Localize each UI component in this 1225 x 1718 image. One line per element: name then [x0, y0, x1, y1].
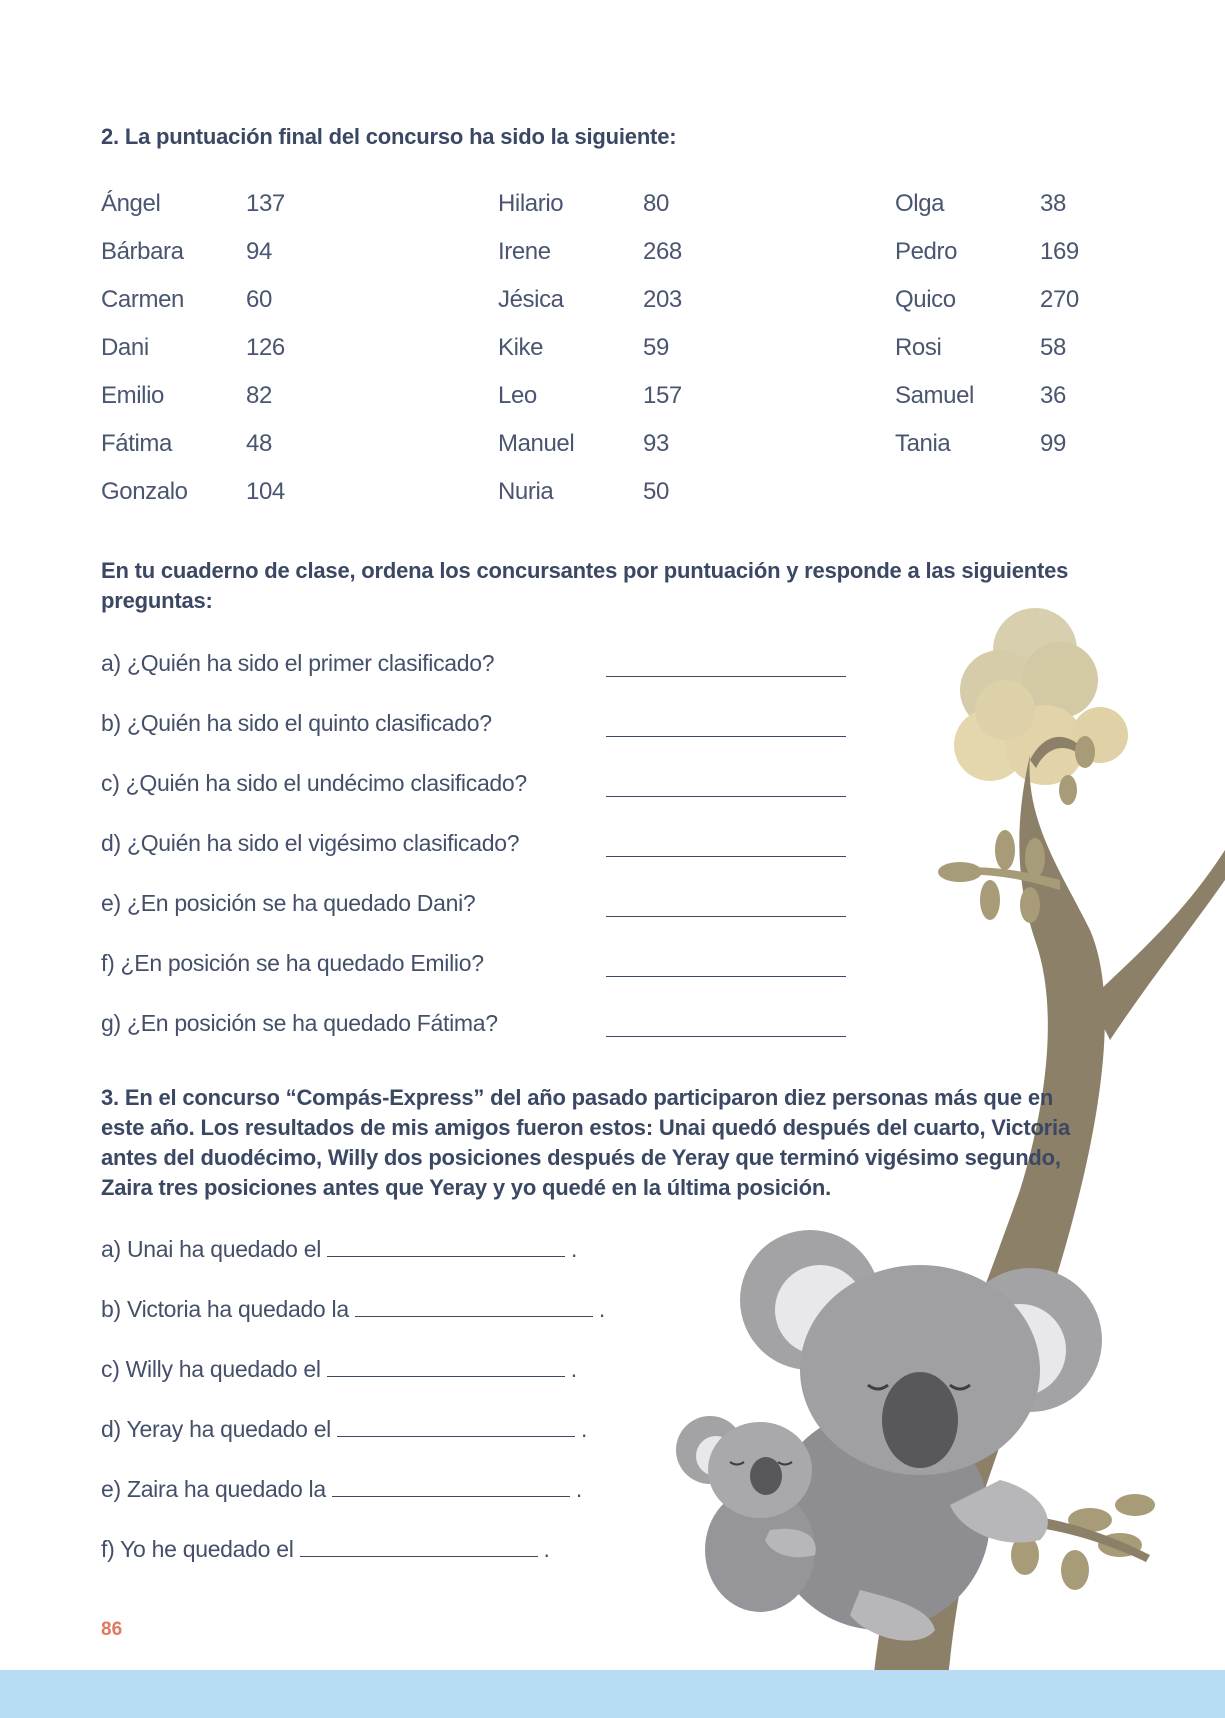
contestant-name: Gonzalo — [101, 478, 188, 505]
contestant-score: 36 — [1040, 382, 1066, 409]
fill-in-label: a) Unai ha quedado el — [101, 1236, 322, 1262]
contestant-score: 137 — [246, 190, 285, 217]
contestant-score: 50 — [643, 478, 669, 505]
question-text: b) ¿Quién ha sido el quinto clasificado? — [101, 710, 492, 736]
fill-in-item — [101, 1296, 605, 1323]
answer-blank[interactable] — [327, 1236, 565, 1257]
contestant-score: 94 — [246, 238, 272, 265]
answer-blank[interactable] — [606, 796, 846, 797]
contestant-name: Manuel — [498, 430, 575, 457]
contestant-name: Ángel — [101, 190, 161, 217]
fill-in-item — [101, 1536, 550, 1563]
section-2-instruction: En tu cuaderno de clase, ordena los concursantes por puntuación y responde a las siguientes preguntas: — [101, 558, 1069, 613]
contestant-name: Leo — [498, 382, 537, 409]
question-text: a) ¿Quién ha sido el primer clasificado? — [101, 650, 495, 676]
end-period: . — [575, 1476, 582, 1502]
end-period: . — [598, 1296, 605, 1322]
answer-blank[interactable] — [332, 1476, 570, 1497]
contestant-score: 48 — [246, 430, 272, 457]
question-text: e) ¿En posición se ha quedado Dani? — [101, 890, 476, 916]
fill-in-label: b) Victoria ha quedado la — [101, 1296, 349, 1322]
contestant-score: 268 — [643, 238, 682, 265]
section-2-title: 2. La puntuación final del concurso ha sido la siguiente: — [101, 124, 677, 149]
answer-blank[interactable] — [606, 856, 846, 857]
contestant-score: 169 — [1040, 238, 1079, 265]
question-text: g) ¿En posición se ha quedado Fátima? — [101, 1010, 498, 1036]
contestant-score: 157 — [643, 382, 682, 409]
contestant-name: Irene — [498, 238, 551, 265]
contestant-score: 203 — [643, 286, 682, 313]
answer-blank[interactable] — [327, 1356, 565, 1377]
contestant-name: Nuria — [498, 478, 554, 505]
question-text: d) ¿Quién ha sido el vigésimo clasificado? — [101, 830, 520, 856]
answer-blank[interactable] — [606, 1036, 846, 1037]
contestant-score: 38 — [1040, 190, 1066, 217]
fill-in-item — [101, 1236, 577, 1263]
answer-blank[interactable] — [606, 676, 846, 677]
fill-in-item — [101, 1476, 582, 1503]
koala-baby — [676, 1416, 816, 1612]
answer-blank[interactable] — [355, 1296, 593, 1317]
contestant-score: 104 — [246, 478, 285, 505]
contestant-name: Olga — [895, 190, 945, 217]
section-3-title: 3. En el concurso “Compás-Express” del año pasado participaron diez personas más que en este año. Los resultados de mis amigos fueron estos: Unai quedó después del cuarto, Victoria antes del duodécimo, Willy dos posiciones después de Yeray que terminó vigésimo segundo, Zaira tres posiciones antes que Yeray y yo quedé en la última posición. — [101, 1085, 1070, 1200]
answer-blank[interactable] — [337, 1416, 575, 1437]
contestant-name: Rosi — [895, 334, 942, 361]
contestant-name: Bárbara — [101, 238, 184, 265]
fill-in-item — [101, 1416, 587, 1443]
contestant-score: 93 — [643, 430, 669, 457]
contestant-name: Tania — [895, 430, 951, 457]
question-text: f) ¿En posición se ha quedado Emilio? — [101, 950, 484, 976]
fill-in-label: d) Yeray ha quedado el — [101, 1416, 331, 1442]
contestant-score: 99 — [1040, 430, 1066, 457]
answer-blank[interactable] — [606, 976, 846, 977]
contestant-name: Fátima — [101, 430, 172, 457]
question-text: c) ¿Quién ha sido el undécimo clasificado? — [101, 770, 527, 796]
answer-blank[interactable] — [300, 1536, 538, 1557]
footer-band — [0, 1670, 1225, 1718]
fill-in-label: f) Yo he quedado el — [101, 1536, 294, 1562]
contestant-name: Hilario — [498, 190, 564, 217]
contestant-score: 80 — [643, 190, 669, 217]
end-period: . — [543, 1536, 550, 1562]
tree-branch-right — [1090, 850, 1225, 1040]
contestant-score: 126 — [246, 334, 285, 361]
contestant-name: Pedro — [895, 238, 958, 265]
contestant-name: Kike — [498, 334, 544, 361]
answer-blank[interactable] — [606, 736, 846, 737]
end-period: . — [581, 1416, 588, 1442]
fill-in-label: e) Zaira ha quedado la — [101, 1476, 326, 1502]
contestant-name: Samuel — [895, 382, 974, 409]
contestant-name: Emilio — [101, 382, 164, 409]
contestant-score: 270 — [1040, 286, 1079, 313]
contestant-score: 60 — [246, 286, 272, 313]
contestant-name: Jésica — [498, 286, 564, 313]
fill-in-item — [101, 1356, 577, 1383]
contestant-score: 82 — [246, 382, 272, 409]
contestant-name: Carmen — [101, 286, 184, 313]
end-period: . — [571, 1236, 578, 1262]
fill-in-label: c) Willy ha quedado el — [101, 1356, 321, 1382]
contestant-score: 58 — [1040, 334, 1066, 361]
end-period: . — [570, 1356, 577, 1382]
contestant-name: Quico — [895, 286, 956, 313]
answer-blank[interactable] — [606, 916, 846, 917]
page-number: 86 — [101, 1619, 123, 1640]
contestant-name: Dani — [101, 334, 149, 361]
contestant-score: 59 — [643, 334, 669, 361]
